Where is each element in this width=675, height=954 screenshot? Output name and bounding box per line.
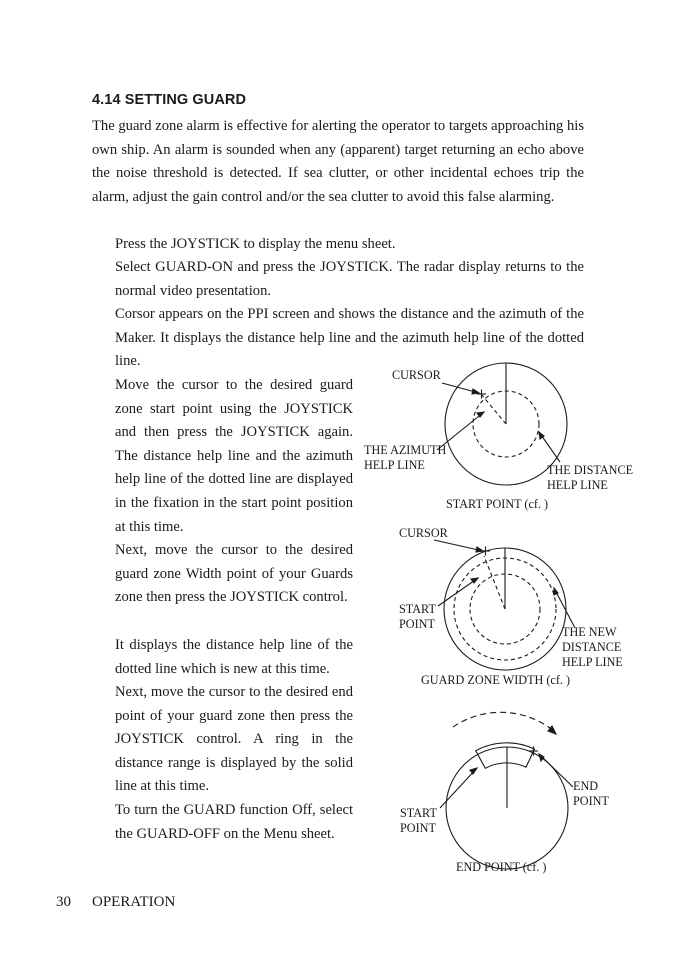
fig2-new-label-2: DISTANCE — [562, 640, 622, 654]
fig2-caption: GUARD ZONE WIDTH (cf. ) — [421, 673, 571, 687]
fig1-distance-label-1: THE DISTANCE — [547, 463, 634, 477]
step-2: Select GUARD-ON and press the JOYSTICK. The radar display returns to the normal video presentation. — [115, 259, 584, 299]
sweep-arc — [453, 712, 550, 728]
step-6: It displays the distance help line of the dotted line which is new at this time. — [115, 637, 353, 677]
page-number: 30 — [56, 894, 71, 910]
figure-guard-zone-width — [434, 540, 575, 670]
section-heading: 4.14 SETTING GUARD — [92, 92, 247, 108]
azimuth-help-line — [481, 394, 506, 424]
step-3: Corsor appears on the PPI screen and shows the distance and the azimuth of the Maker. It displays the distance help line and the azimuth help line of the dotted line. — [115, 306, 584, 370]
fig2-new-label-3: HELP LINE — [562, 655, 623, 669]
footer-section-name: OPERATION — [92, 894, 176, 910]
fig1-caption: START POINT (cf. ) — [446, 497, 549, 511]
fig2-start-label-2: POINT — [399, 617, 435, 631]
step-8: To turn the GUARD function Off, select the GUARD-OFF on the Menu sheet. — [115, 802, 353, 842]
step-5: Next, move the cursor to the desired guard zone Width point of your Guards zone then press the JOYSTICK control. — [115, 542, 353, 606]
fig2-new-label-1: THE NEW — [562, 625, 617, 639]
fig3-end-label-1: END — [573, 779, 599, 793]
fig3-start-label-2: POINT — [400, 821, 436, 835]
step-7: Next, move the cursor to the desired end point of your guard zone then press the JOYSTICK control. A ring in the distance range is displayed by the solid line at this time. — [115, 684, 353, 795]
intro-paragraph: The guard zone alarm is effective for alerting the operator to targets approaching his own ship. An alarm is sounded when any (apparent) target returning an echo above the noise threshold is detected. If sea clutter, or other incidental echoes trip the alarm, adjust the gain control and/or the sea clutter to avoid this false alarming. — [92, 118, 584, 205]
fig1-azimuth-label-1: THE AZIMUTH — [364, 443, 447, 457]
fig3-end-label-2: POINT — [573, 794, 609, 808]
fig2-start-label-1: START — [399, 602, 436, 616]
fig1-distance-label-2: HELP LINE — [547, 478, 608, 492]
step-1: Press the JOYSTICK to display the menu sheet. — [115, 236, 396, 252]
fig2-cursor-label: CURSOR — [399, 526, 448, 540]
fig1-azimuth-label-2: HELP LINE — [364, 458, 425, 472]
fig1-cursor-label: CURSOR — [392, 368, 441, 382]
fig3-start-label-1: START — [400, 806, 437, 820]
fig3-caption: END POINT (cf. ) — [456, 860, 547, 874]
figure-end-point — [440, 712, 573, 869]
step-4: Move the cursor to the desired guard zone start point using the JOYSTICK and then press the JOYSTICK again. The distance help line and the azimuth help line of the dotted line are displayed in the fixation in the start point position at this time. — [115, 377, 353, 535]
